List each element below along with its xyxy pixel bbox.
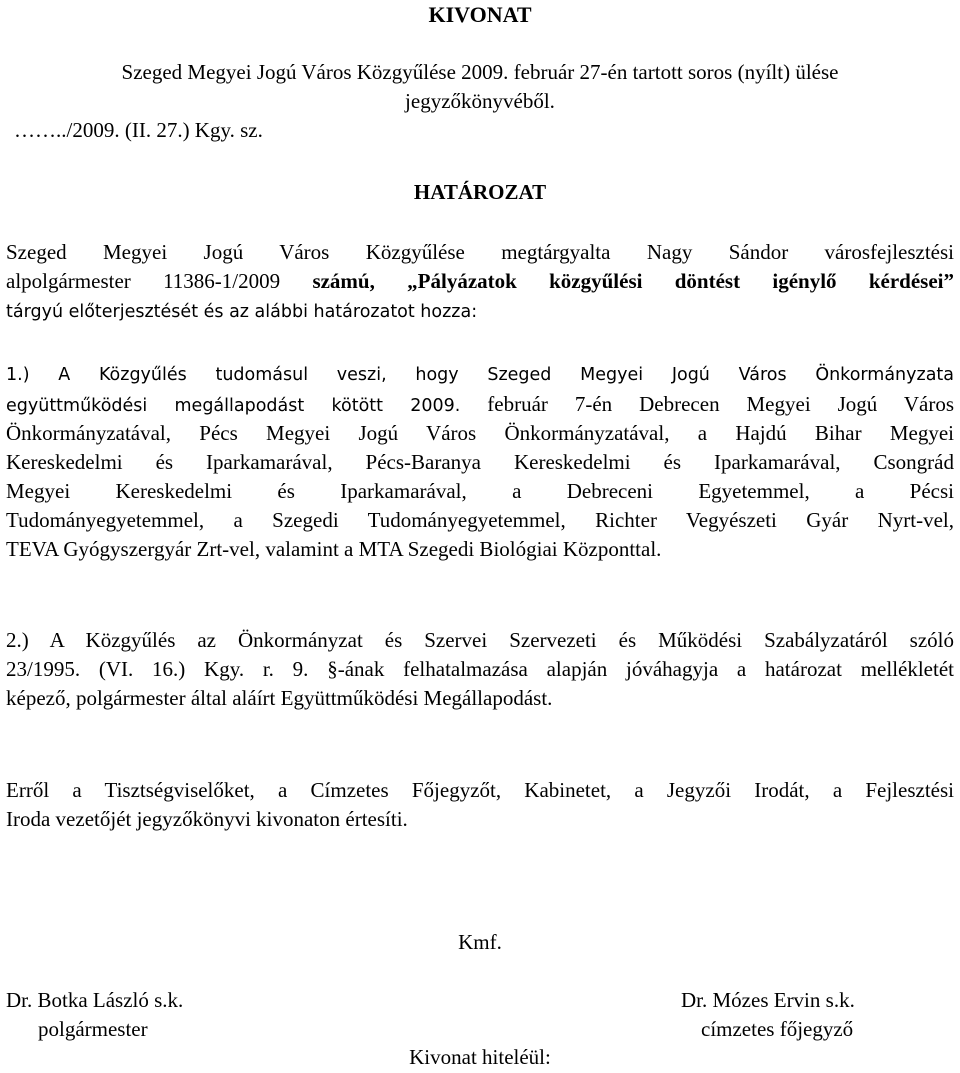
point1-line5: Megyei Kereskedelmi és Iparkamarával, a Debreceni Egyetemmel, a Pécsi (6, 479, 954, 503)
point1-line7: TEVA Gyógyszergyár Zrt-vel, valamint a MTA Szegedi Biológiai Központtal. (6, 537, 662, 561)
intro-line1: Szeged Megyei Jogú Város Közgyűlése megtárgyalta Nagy Sándor városfejlesztési (6, 240, 954, 264)
intro-line2 (6, 267, 954, 296)
meeting-subtitle-line2: jegyzőkönyvéből. (405, 89, 555, 113)
resolution-heading: HATÁROZAT (413, 180, 547, 204)
point2-line3: képező, polgármester által aláírt Együttműködési Megállapodást. (6, 686, 553, 710)
right-signatory-name: Dr. Mózes Ervin s.k. (681, 988, 855, 1012)
intro-line2-prefix: alpolgármester 11386-1/2009 (6, 269, 313, 293)
resolution-reference: ……../2009. (II. 27.) Kgy. sz. (14, 118, 263, 142)
point1-line2 (6, 390, 954, 421)
left-signatory-title: polgármester (38, 1017, 148, 1041)
point1-line4: Kereskedelmi és Iparkamarával, Pécs-Baranya Kereskedelmi és Iparkamarával, Csongrád (6, 450, 954, 474)
point1-line3: Önkormányzatával, Pécs Megyei Jogú Város Önkormányzatával, a Hajdú Bihar Megyei (6, 421, 954, 445)
intro-line2-bold: számú, „Pályázatok közgyűlési döntést igénylő kérdései” (312, 269, 955, 293)
certified-label: Kivonat hiteléül: (409, 1045, 551, 1069)
point2-line2: 23/1995. (VI. 16.) Kgy. r. 9. §-ának felhatalmazása alapján jóváhagyja a határozat mellékletét (6, 657, 954, 681)
point1-line1: 1.) A Közgyűlés tudomásul veszi, hogy Szeged Megyei Jogú Város Önkormányzata (6, 365, 954, 385)
point1-line6: Tudományegyetemmel, a Szegedi Tudományegyetemmel, Richter Vegyészeti Gyár Nyrt-vel, (6, 508, 954, 532)
notice-line2: Iroda vezetőjét jegyzőkönyvi kivonaton értesíti. (6, 807, 408, 831)
point2-line1: 2.) A Közgyűlés az Önkormányzat és Szervei Szervezeti és Működési Szabályzatáról szóló (6, 628, 954, 652)
document-title: KIVONAT (428, 2, 532, 27)
point1-line2-sans: együttműködési megállapodást kötött 2009. (6, 396, 461, 416)
left-signatory-name: Dr. Botka László s.k. (6, 988, 184, 1012)
notice-line1: Erről a Tisztségviselőket, a Címzetes Főjegyzőt, Kabinetet, a Jegyzői Irodát, a Fejlesztési (6, 778, 954, 802)
intro-line3: tárgyú előterjesztését és az alábbi határozatot hozza: (6, 302, 478, 322)
point1-line2-rest: február 7-én Debrecen Megyei Jogú Város (460, 392, 954, 416)
right-signatory-title: címzetes főjegyző (701, 1017, 854, 1041)
meeting-subtitle-line1: Szeged Megyei Jogú Város Közgyűlése 2009. február 27-én tartott soros (nyílt) ülése (121, 60, 839, 84)
closing-kmf: Kmf. (458, 930, 502, 954)
